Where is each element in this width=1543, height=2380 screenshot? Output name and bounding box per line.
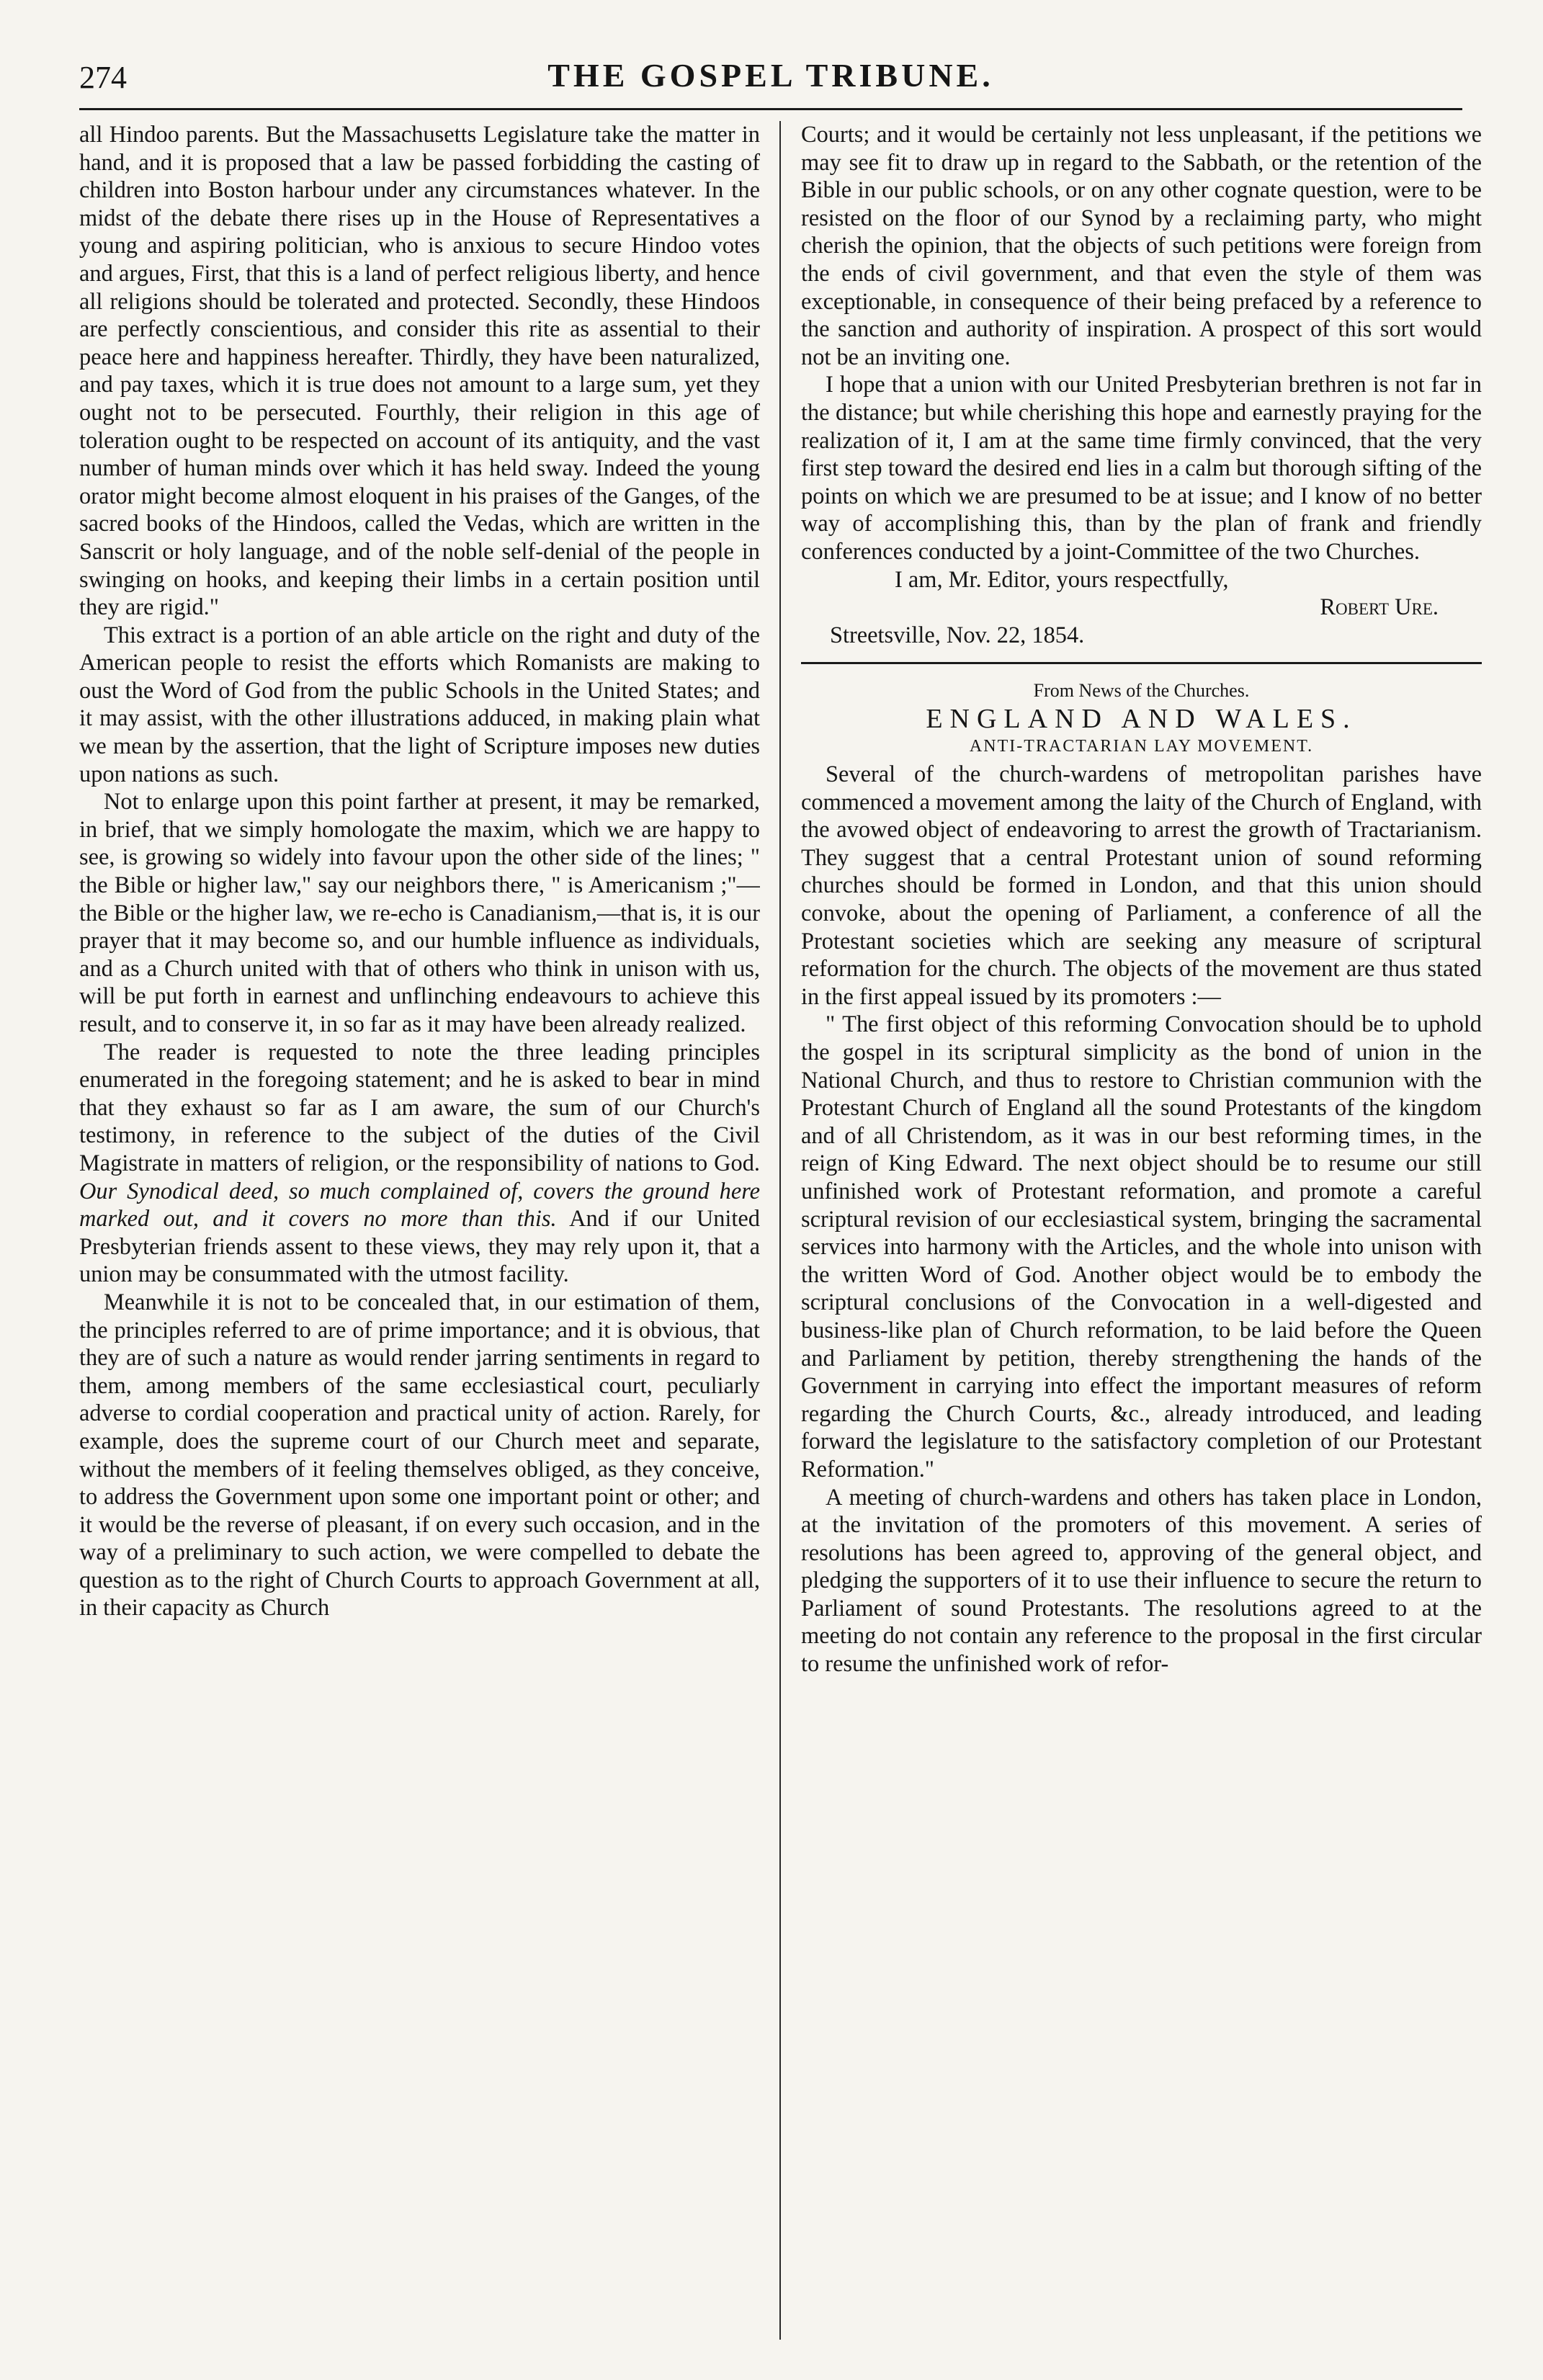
header-rule — [79, 108, 1462, 110]
paragraph-text: The reader is requested to note the three leading principles enumerated in the foregoing statement; and he is asked to bear in mind that they exhaust so far as I am aware, the sum of our Church's testimony, in reference to the subject of the duties of the Civil Magistrate in matters of religion, or the responsibility of nations to God. — [79, 1039, 760, 1176]
source-credit: From News of the Churches. — [1033, 680, 1250, 702]
paragraph: I hope that a union with our United Presbyterian brethren is not far in the distance; but while cherishing this hope and earnestly praying for the realization of it, I am at the same time firmly convinced, that the very first step toward the desired end lies in a calm but thorough sifting of the points on which we are presumed to be at issue; and I know of no better way of accomplishing this, than by the plan of frank and friendly conferences conducted by a joint-Committee of the two Churches. — [801, 372, 1482, 565]
paragraph: Several of the church-wardens of metropolitan parishes have commenced a movement among the laity of the Church of England, with the avowed object of endeavoring to arrest the growth of Tractarianism. They suggest that a central Protestant union of sound reforming churches should be formed in London, and that this union should convoke, about the opening of Parliament, a conference of all the Protestant societies which are seeking any measure of scriptural reformation for the church. The objects of the movement are thus stated in the first appeal issued by its promoters :— — [801, 761, 1482, 1010]
left-column — [79, 121, 760, 2340]
page-header — [79, 56, 1462, 107]
column-divider — [779, 121, 781, 2340]
paragraph: " The first object of this reforming Convocation should be to uphold the gospel in its scriptural simplicity as the bond of union in the National Church, and thus to restore to Christian communion with the Protestant Church of England all the sound Protestants of the kingdom and of all Christendom, as it was in our best reforming times, in the reign of King Edward. The next object should be to resume our still unfinished work of Protestant reformation, and promote a careful scriptural revision of our ecclesiastical system, bringing the sacramental services into harmony with the Articles, and the whole into unison with the written Word of God. Another object would be to embody the scriptural conclusions of the Convocation in a well-digested and business-like plan of Church reformation, to be laid before the Queen and Parliament by petition, thereby strengthening the hands of the Government in carrying into effect the important measures of reform regarding the Church Courts, &c., already introduced, and leading forward the legislature to the satisfactory completion of our Protestant Reformation." — [801, 1011, 1482, 1482]
paragraph: all Hindoo parents. But the Massachusetts Legislature take the matter in hand, and it is proposed that a law be passed forbidding the casting of children into Boston harbour under any circumstances whatever. In the midst of the debate there rises up in the House of Representatives a young and aspiring politician, who is anxious to secure Hindoo votes and argues, First, that this is a land of perfect religious liberty, and hence all religions should be tolerated and protected. Secondly, these Hindoos are perfectly conscientious, and consider this rite as assential to their peace here and happiness hereafter. Thirdly, they have been naturalized, and pay taxes, which it is true does not amount to a large sum, yet they ought not to be persecuted. Fourthly, their religion in this age of toleration ought to be respected on account of its antiquity, and the vast number of human minds over which it has held sway. Indeed the young orator might become almost eloquent in his praises of the Ganges, of the sacred books of the Hindoos, called the Vedas, which are written in the Sanscrit or holy language, and of the noble self-denial of the people in swinging on hooks, and keeping their limbs in a certain position until they are rigid." — [79, 122, 760, 621]
letter-closing: I am, Mr. Editor, yours respectfully, — [895, 566, 1229, 593]
paragraph: Meanwhile it is not to be concealed that, in our estimation of them, the principles referred to are of prime importance; and it is obvious, that they are of such a nature as would render jarring sentiments in regard to them, among members of the same ecclesiastical court, peculiarly adverse to cordial cooperation and practical unity of action. Rarely, for example, does the supreme court of our Church meet and separate, without the members of it feeling themselves obliged, as they conceive, to address the Government upon some one important point or other; and it would be the reverse of pleasant, if on every such occasion, and in the way of a preliminary to such action, we were compelled to debate the question as to the right of Church Courts to approach Government at all, in their capacity as Church — [79, 1289, 760, 1621]
section-rule — [801, 662, 1482, 664]
page-number: 274 — [79, 60, 127, 95]
subsection-title: ANTI-TRACTARIAN LAY MOVEMENT. — [969, 737, 1314, 756]
paragraph-text: And if our United Presbyterian friends assent to these views, they may rely upon it, that a union may be consummated with the utmost facility. — [79, 1206, 760, 1288]
letter-dateline: Streetsville, Nov. 22, 1854. — [830, 622, 1085, 648]
italic-passage: Our Synodical deed, so much complained of, covers the ground here marked out, and it covers no more than this. — [79, 1178, 760, 1232]
running-title: THE GOSPEL TRIBUNE. — [547, 57, 994, 94]
right-column — [801, 121, 1482, 2340]
paragraph: Courts; and it would be certainly not less unpleasant, if the petitions we may see fit to draw up in regard to the Sabbath, or the retention of the Bible in our public schools, or on any other cognate question, were to be resisted on the floor of our Synod by a reclaiming party, who might cherish the opinion, that the objects of such petitions were foreign from the ends of civil government, and that even the style of them was exceptionable, in consequence of their being prefaced by a reference to the sanction and authority of inspiration. A prospect of this sort would not be an inviting one. — [801, 122, 1482, 370]
paragraph — [79, 1039, 760, 1289]
paragraph: A meeting of church-wardens and others has taken place in London, at the invitation of the promoters of this movement. A series of resolutions has been agreed to, approving of the general object, and pledging the supporters of it to use their influence to secure the return to Parliament of sound Protestants. The resolutions agreed to at the meeting do not contain any reference to the proposal in the first circular to resume the unfinished work of refor- — [801, 1484, 1482, 1678]
letter-signature: Robert Ure. — [1320, 594, 1439, 621]
paragraph: This extract is a portion of an able article on the right and duty of the American people to resist the efforts which Romanists are making to oust the Word of God from the public Schools in the United States; and it may assist, with the other illustrations adduced, in making plain what we mean by the assertion, that the light of Scripture imposes new duties upon nations as such. — [79, 622, 760, 787]
section-title: ENGLAND AND WALES. — [926, 703, 1357, 734]
paragraph: Not to enlarge upon this point farther at present, it may be remarked, in brief, that we simply homologate the maxim, which we are happy to see, is growing so widely into favour upon the other side of the lines; " the Bible or higher law," say our neighbors there, " is Americanism ;"—the Bible or the higher law, we re-echo is Canadianism,—that is, it is our prayer that it may become so, and our humble influence as individuals, and as a Church united with that of others who think in unison with us, will be put forth in earnest and unflinching endeavours to achieve this result, and to conserve it, in so far as it may have been already realized. — [79, 789, 760, 1037]
